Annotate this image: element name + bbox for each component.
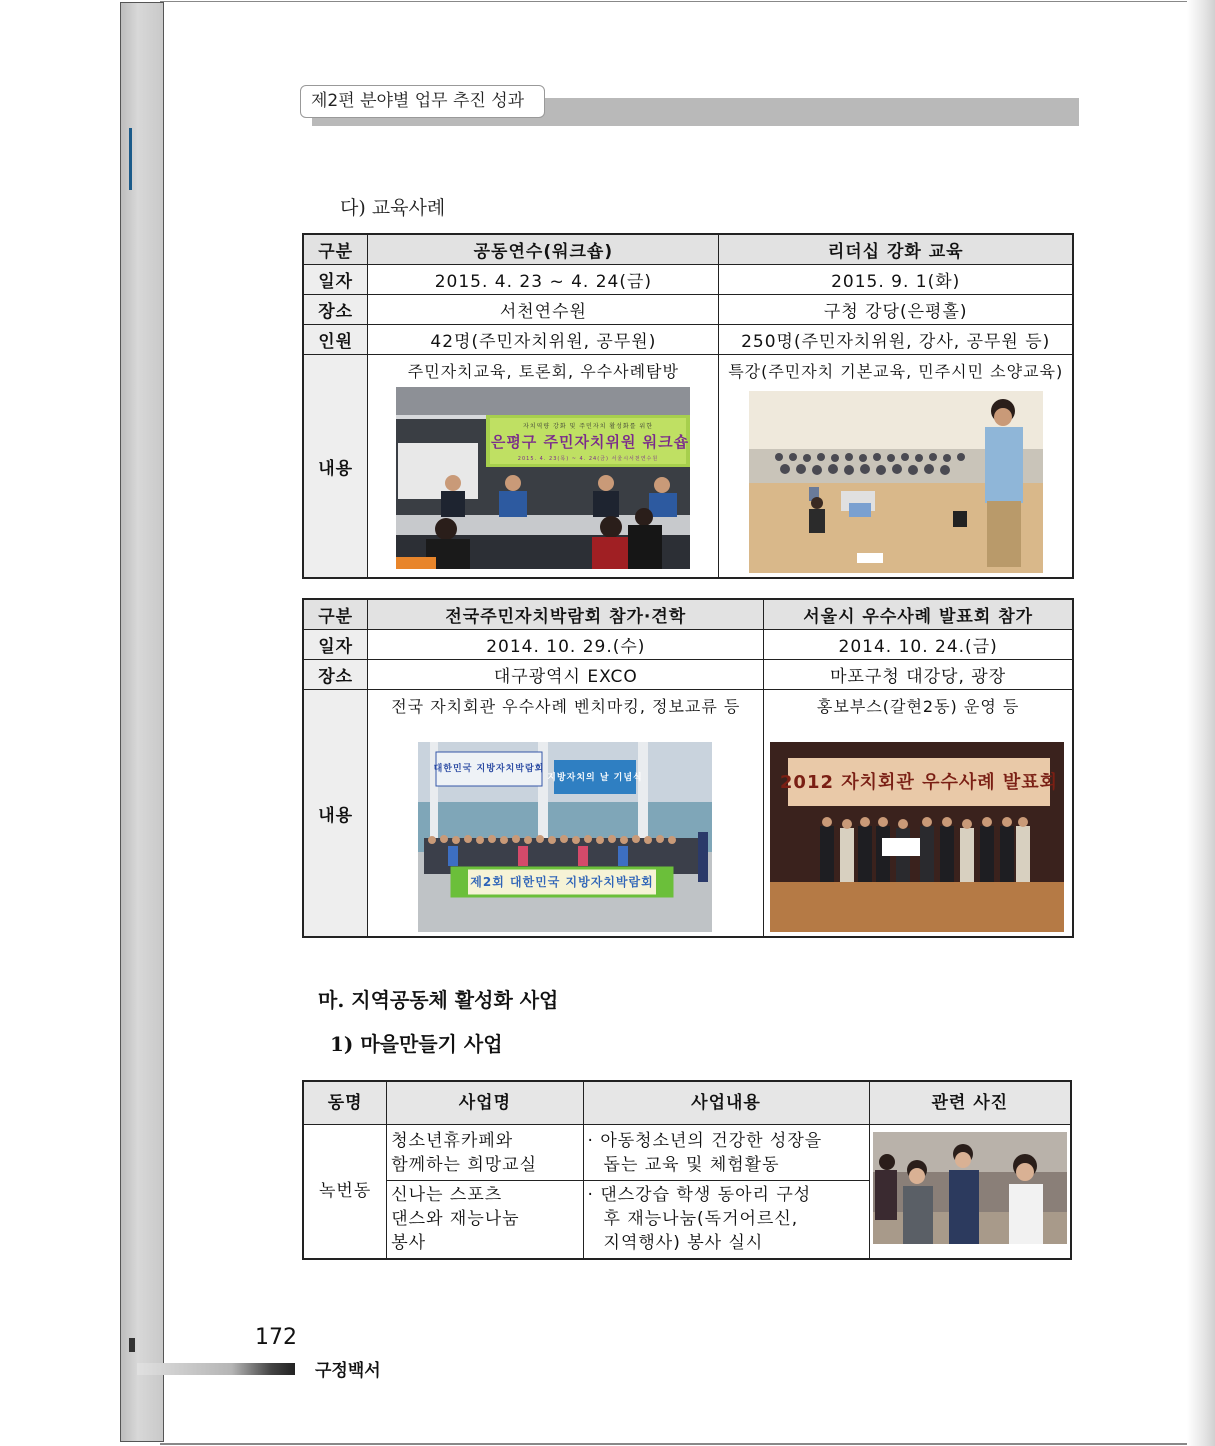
col2-content-caption: 특강(주민자치 기본교육, 민주시민 소양교육)	[728, 362, 1064, 381]
project-name-line: 함께하는 희망교실	[391, 1154, 538, 1175]
col1-title: 공동연수(워크숍)	[368, 234, 719, 265]
expo-sign-1: 대한민국 지방자치박람회	[433, 764, 545, 774]
expo-sign-2: 지방자치의 날 기념식	[547, 773, 644, 783]
table-row	[387, 1181, 583, 1259]
project-desc-line: · 댄스강습 학생 동아리 구성	[587, 1185, 812, 1206]
col1-date: 2014. 10. 29.(수)	[368, 630, 764, 660]
col2-place: 구청 강당(은평홀)	[719, 295, 1073, 325]
related-photo-cell	[869, 1125, 1071, 1259]
col2-date: 2014. 10. 24.(금)	[764, 630, 1073, 660]
chapter-tab: 제2편 분야별 업무 추진 성과	[300, 85, 545, 118]
workshop-banner-date: 2015. 4. 23(목) ~ 4. 24(금) 서울시서천연수원	[518, 456, 659, 462]
col2-title: 리더십 강화 교육	[719, 234, 1073, 265]
spine-bookmark-mark	[129, 128, 132, 190]
leadership-lecture-photo	[749, 391, 1043, 573]
col2-title: 서울시 우수사례 발표회 참가	[764, 599, 1073, 630]
col1-content-caption: 주민자치교육, 토론회, 우수사례탐방	[407, 362, 679, 381]
project-desc-line: 돕는 교육 및 체험활동	[603, 1154, 780, 1175]
workshop-banner-text: 은평구 주민자치위원 워크숍	[491, 433, 690, 451]
project-name-line: 댄스와 재능나눔	[391, 1209, 520, 1230]
page-bottom-border	[160, 1443, 1200, 1445]
col2-people: 250명(주민자치위원, 강사, 공무원 등)	[719, 325, 1073, 355]
col2-date: 2015. 9. 1(화)	[719, 265, 1073, 295]
dong-name: 녹번동	[303, 1125, 387, 1259]
project-desc-line: 지역행사) 봉사 실시	[603, 1233, 764, 1254]
label-content: 내용	[303, 355, 368, 579]
label-date: 일자	[303, 265, 368, 295]
workshop-photo	[396, 387, 690, 569]
col2-content-cell	[719, 355, 1073, 579]
col2-content-cell	[764, 690, 1073, 938]
label-date: 일자	[303, 630, 368, 660]
col1-content-caption: 전국 자치회관 우수사례 벤치마킹, 정보교류 등	[391, 697, 741, 716]
education-table-2	[302, 598, 1074, 938]
label-category: 구분	[303, 234, 368, 265]
label-place: 장소	[303, 295, 368, 325]
seoul-presentation-photo	[770, 742, 1064, 932]
table-row	[583, 1181, 869, 1259]
header-project-name: 사업명	[387, 1081, 583, 1125]
col1-place: 서천연수원	[368, 295, 719, 325]
presentation-banner-text: 2012 자치회관 우수사례 발표회	[780, 772, 1059, 793]
workshop-banner-small: 자치역량 강화 및 주민자치 활성화를 위한	[523, 423, 654, 430]
label-category: 구분	[303, 599, 368, 630]
label-content: 내용	[303, 690, 368, 938]
page-right-shadow	[1187, 0, 1215, 1446]
col1-content-cell	[368, 355, 719, 579]
page-number: 172	[255, 1325, 297, 1350]
header-dong: 동명	[303, 1081, 387, 1125]
project-name-line: 신나는 스포츠	[391, 1185, 503, 1206]
header-related-photo: 관련 사진	[869, 1081, 1071, 1125]
dance-class-photo	[873, 1132, 1067, 1244]
col1-people: 42명(주민자치위원, 공무원)	[368, 325, 719, 355]
section-subtitle: 1) 마을만들기 사업	[330, 1032, 503, 1056]
village-project-table	[302, 1080, 1072, 1260]
col1-title: 전국주민자치박람회 참가·견학	[368, 599, 764, 630]
project-desc-line: · 아동청소년의 건강한 성장을	[587, 1130, 823, 1151]
footer-bar	[137, 1363, 295, 1375]
sub-heading-education-cases: 다) 교육사례	[340, 197, 446, 219]
col2-content-caption: 홍보부스(갈현2동) 운영 등	[816, 697, 1020, 716]
section-title: 마. 지역공동체 활성화 사업	[318, 988, 559, 1012]
expo-banner-text: 제2회 대한민국 지방자치박람회	[470, 875, 655, 889]
label-people: 인원	[303, 325, 368, 355]
header-project-content: 사업내용	[583, 1081, 869, 1125]
label-place: 장소	[303, 660, 368, 690]
col2-place: 마포구청 대강당, 광장	[764, 660, 1073, 690]
col1-date: 2015. 4. 23 ~ 4. 24(금)	[368, 265, 719, 295]
project-name-line: 봉사	[391, 1233, 427, 1254]
col1-place: 대구광역시 EXCO	[368, 660, 764, 690]
col1-content-cell	[368, 690, 764, 938]
expo-group-photo	[418, 742, 712, 932]
project-desc-line: 후 재능나눔(독거어르신,	[603, 1209, 799, 1230]
page-top-border	[160, 1, 1200, 2]
education-table-1	[302, 233, 1074, 579]
table-row	[387, 1125, 583, 1181]
table-row	[583, 1125, 869, 1181]
spine-bottom-mark	[129, 1338, 135, 1352]
book-title: 구정백서	[315, 1361, 381, 1381]
book-spine-edge	[120, 2, 164, 1442]
project-name-line: 청소년휴카페와	[391, 1130, 514, 1151]
